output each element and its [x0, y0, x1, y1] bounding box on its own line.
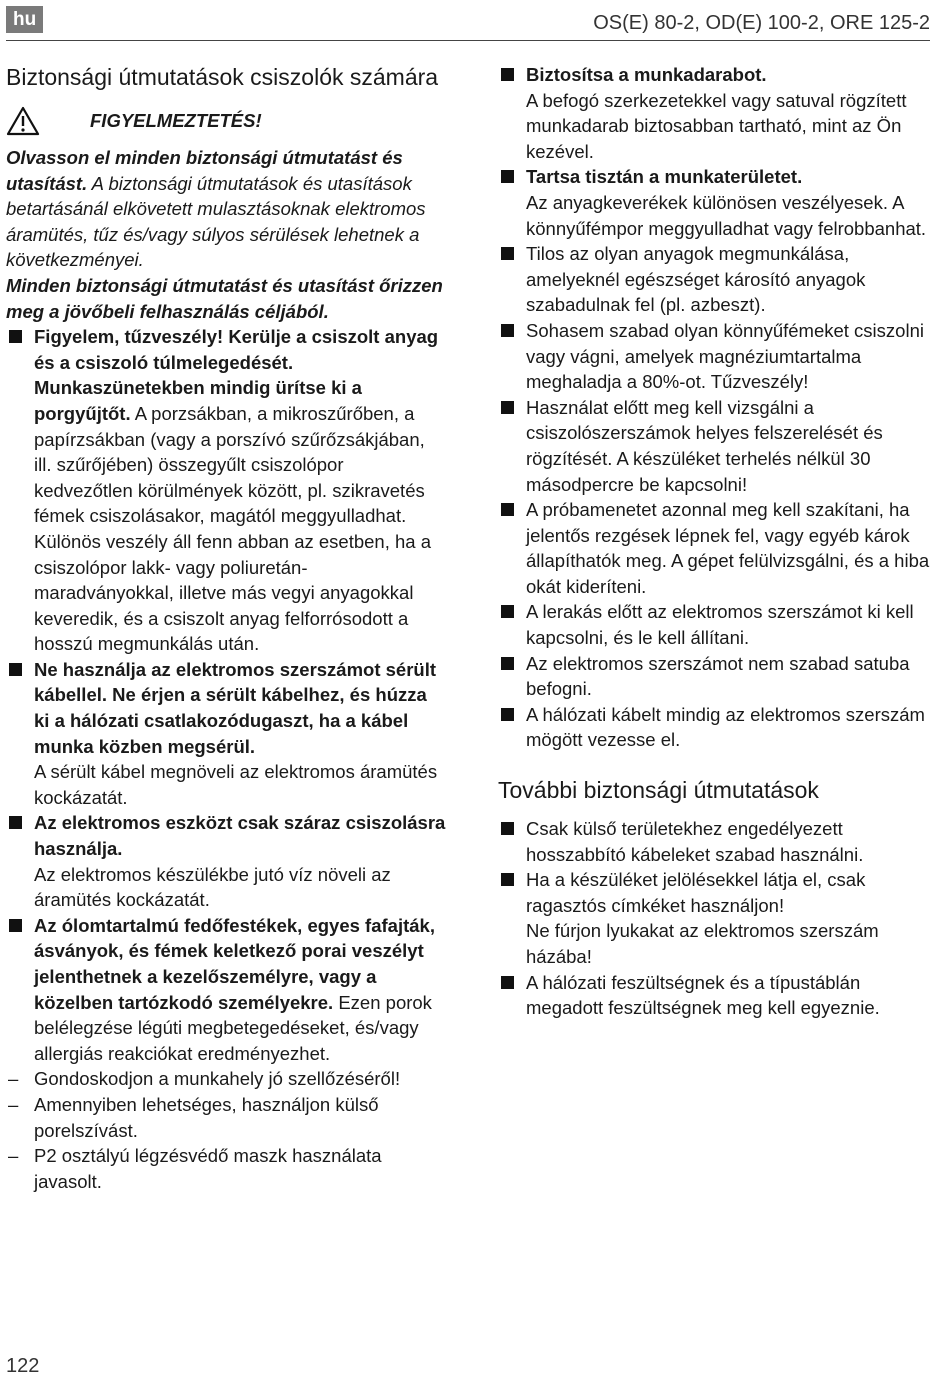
dash-marker: – [8, 1093, 19, 1115]
list-item [498, 651, 934, 702]
warning-label: FIGYELMEZTETÉS! [90, 110, 262, 132]
right-bullet-list [498, 62, 934, 753]
list-item [498, 970, 934, 1021]
further-bullet-list [498, 816, 934, 1021]
bullet-square-icon [9, 919, 22, 932]
bullet-square-icon [501, 68, 514, 81]
item-text: Az elektromos szerszámot nem szabad satuba befogni. [526, 652, 910, 700]
list-item [6, 324, 446, 657]
list-item [6, 913, 446, 1067]
item-bold-text: Biztosítsa a munkadarabot. [526, 64, 767, 85]
item-text: A hálózati feszültségnek és a típustáblán megadott feszültségnek meg kell egyeznie. [526, 971, 880, 1019]
left-bullet-list [6, 324, 446, 1194]
bullet-square-icon [501, 657, 514, 670]
intro-paragraph [6, 145, 446, 324]
item-text: Ezen porok belélegzése légúti megbetegedéseket, és/vagy allergiás reakciókat eredményezhet. [34, 991, 432, 1064]
warning-row [6, 103, 446, 139]
dash-item [6, 1143, 446, 1194]
bullet-square-icon [501, 822, 514, 835]
dash-item-text: Amennyiben lehetséges, használjon külső porelszívást. [34, 1093, 379, 1141]
intro-text: A biztonsági útmutatások és utasítások betartásánál elkövetett mulasztásoknak elektromos áramütés, tűz és/vagy súlyos sérülések lehetnek a következményei. [6, 172, 426, 271]
list-item [498, 599, 934, 650]
item-text: Ha a készüléket jelölésekkel látja el, csak ragasztós címkéket használjon! [526, 869, 866, 916]
bullet-square-icon [9, 663, 22, 676]
dash-item-text: P2 osztályú légzésvédő maszk használata javasolt. [34, 1145, 382, 1192]
list-item [498, 816, 934, 867]
bullet-square-icon [501, 401, 514, 414]
bullet-square-icon [501, 976, 514, 989]
dash-item [6, 1066, 446, 1092]
dash-item [6, 1092, 446, 1143]
item-text: A porzsákban, a mikroszűrőben, a papírzsákban (vagy a porszívó szűrőzsákjában, ill. szűrőjében) összegyűlt csiszolópor kedvezőtlen körülmények között, pl. szikravetés fémek csiszolásakor, magától meggyulladhat. Különös veszély áll fenn abban az esetben, ha a csiszolópor lakk- vagy poliuretán-maradványokkal, illetve más vegyi anyagokkal keveredik, és a csiszolt anyag felforrósodott a hosszú megmunkálás után. [34, 402, 432, 655]
list-item [498, 702, 934, 753]
list-item [498, 497, 934, 599]
bullet-square-icon [9, 330, 22, 343]
list-item [498, 867, 934, 969]
bullet-square-icon [501, 605, 514, 618]
section-title: Biztonsági útmutatások csiszolók számára [6, 64, 439, 90]
item-bold-text: Figyelem, tűzveszély! Kerülje a csiszolt anyag és a csiszoló túlmelegedését. Munkaszünetekben mindig ürítse ki a porgyűjtőt. [34, 326, 439, 424]
dash-item-text: Gondoskodjon a munkahely jó szellőzéséről! [34, 1068, 401, 1090]
dash-marker: – [8, 1145, 19, 1167]
list-item [498, 62, 934, 164]
item-text: Az anyagkeverékek különösen veszélyesek. A könnyűfémpor meggyulladhat vagy felrobbanhat. [526, 191, 927, 239]
list-item [6, 810, 446, 912]
item-bold-text: Az elektromos eszközt csak száraz csiszolásra használja. [34, 812, 446, 860]
item-bold-text: Tartsa tisztán a munkaterületet. [526, 166, 803, 188]
section-title-further: További biztonsági útmutatások [498, 777, 819, 804]
list-item [498, 318, 934, 395]
bullet-square-icon [9, 816, 22, 829]
bullet-square-icon [501, 873, 514, 886]
header-divider [6, 40, 930, 41]
item-text-2: Ne fúrjon lyukakat az elektromos szerszám házába! [526, 920, 879, 967]
language-tag: hu [6, 6, 43, 33]
list-item [498, 164, 934, 241]
item-bold-text: Ne használja az elektromos szerszámot sérült kábellel. Ne érjen a sérült kábelhez, és húzza ki a hálózati csatlakozódugaszt, ha a kábel munka közben megsérül. [34, 658, 437, 757]
item-text: Használat előtt meg kell vizsgálni a csiszolószerszámok helyes felszerelését és rögzítését. A készüléket terhelés nélkül 30 másodpercre be kapcsolni! [526, 396, 883, 495]
warning-triangle-icon [6, 106, 40, 136]
item-text: A hálózati kábelt mindig az elektromos szerszám mögött vezesse el. [526, 703, 925, 751]
item-text: A próbamenetet azonnal meg kell szakítani, ha jelentős rezgések lépnek fel, vagy egyéb károk állapíthatók meg. A gépet felülvizsgálni, és a hiba okát kideríteni. [526, 499, 930, 597]
list-item [498, 241, 934, 318]
item-text: Tilos az olyan anyagok megmunkálása, amelyeknél egészséget károsító anyagok szabadulnak fel (pl. azbeszt). [526, 243, 866, 316]
list-item [6, 657, 446, 811]
model-header: OS(E) 80-2, OD(E) 100-2, ORE 125-2 [593, 12, 930, 34]
bullet-square-icon [501, 170, 514, 183]
left-column [6, 62, 446, 1194]
intro-bold-2: Minden biztonsági útmutatást és utasítást őrizzen meg a jövőbeli felhasználás céljából. [6, 274, 443, 322]
bullet-square-icon [501, 708, 514, 721]
item-text: A befogó szerkezetekkel vagy satuval rögzített munkadarab biztosabban tartható, mint az Ön kezével. [526, 89, 907, 162]
item-text: A sérült kábel megnöveli az elektromos áramütés kockázatát. [34, 761, 438, 808]
right-column [498, 62, 934, 1021]
bullet-square-icon [501, 503, 514, 516]
item-text: Sohasem szabad olyan könnyűfémeket csiszolni vagy vágni, amelyek magnéziumtartalma meghaladja a 80%-ot. Tűzveszély! [526, 319, 924, 393]
intro-bold-1: Olvasson el minden biztonsági útmutatást és utasítást. [6, 147, 403, 194]
item-text: Az elektromos készülékbe jutó víz növeli az áramütés kockázatát. [34, 863, 391, 911]
page-number: 122 [6, 1355, 40, 1377]
item-text: Csak külső területekhez engedélyezett hosszabbító kábeleket szabad használni. [526, 818, 864, 865]
item-text: A lerakás előtt az elektromos szerszámot ki kell kapcsolni, és le kell állítani. [526, 601, 914, 649]
bullet-square-icon [501, 324, 514, 337]
dash-marker: – [8, 1068, 19, 1090]
item-bold-text: Az ólomtartalmú fedőfestékek, egyes fafajták, ásványok, és fémek keletkező porai veszélyt jelenthetnek a kezelőszemélyre, vagy a közelben tartózkodó személyekre. [34, 914, 435, 1013]
bullet-square-icon [501, 247, 514, 260]
list-item [498, 395, 934, 497]
